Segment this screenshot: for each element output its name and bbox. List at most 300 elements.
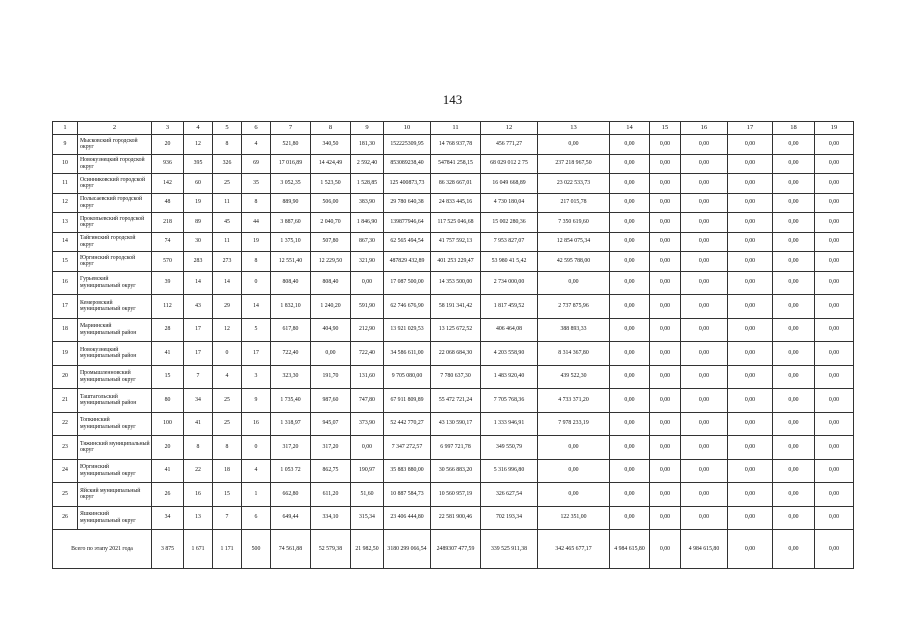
table-row	[53, 436, 854, 460]
row-number-cell: 24	[53, 459, 78, 483]
value-cell: 1 053 72	[271, 459, 311, 483]
value-cell: 62 746 676,90	[384, 295, 431, 319]
value-cell: 0,00	[681, 506, 728, 530]
value-cell: 52 442 770,27	[384, 412, 431, 436]
value-cell: 86 328 667,01	[431, 174, 481, 194]
column-number-cell: 13	[538, 122, 610, 135]
column-number-cell: 19	[815, 122, 854, 135]
value-cell: 17	[242, 342, 271, 366]
value-cell: 11	[213, 232, 242, 252]
value-cell: 0,00	[815, 252, 854, 272]
value-cell: 25	[213, 389, 242, 413]
value-cell: 12	[184, 135, 213, 155]
value-cell: 591,90	[351, 295, 384, 319]
value-cell: 10 887 584,73	[384, 483, 431, 507]
row-number-cell: 15	[53, 252, 78, 272]
value-cell: 14 353 500,00	[431, 271, 481, 295]
value-cell: 237 218 967,50	[538, 154, 610, 174]
value-cell: 0,00	[311, 342, 351, 366]
value-cell: 0,00	[610, 193, 650, 213]
value-cell: 26	[152, 483, 184, 507]
value-cell: 0,00	[681, 154, 728, 174]
value-cell: 7	[213, 506, 242, 530]
table-row	[53, 365, 854, 389]
value-cell: 3	[242, 365, 271, 389]
value-cell: 0,00	[681, 436, 728, 460]
total-value-cell: 342 465 677,17	[538, 530, 610, 569]
value-cell: 0,00	[538, 483, 610, 507]
value-cell: 62 565 494,54	[384, 232, 431, 252]
value-cell: 0,00	[650, 412, 681, 436]
value-cell: 22 068 684,30	[431, 342, 481, 366]
value-cell: 8 314 367,80	[538, 342, 610, 366]
value-cell: 0,00	[773, 318, 815, 342]
value-cell: 15	[152, 365, 184, 389]
value-cell: 13 921 029,53	[384, 318, 431, 342]
value-cell: 51,60	[351, 483, 384, 507]
value-cell: 44	[242, 213, 271, 233]
municipality-name-cell: Прокопьевский городской округ	[78, 213, 152, 233]
municipality-name-cell: Яшкинский муниципальный округ	[78, 506, 152, 530]
total-value-cell: 339 525 911,38	[481, 530, 538, 569]
value-cell: 4 203 558,90	[481, 342, 538, 366]
value-cell: 12 854 075,34	[538, 232, 610, 252]
value-cell: 0,00	[538, 135, 610, 155]
total-value-cell: 0,00	[728, 530, 773, 569]
value-cell: 14 768 937,78	[431, 135, 481, 155]
value-cell: 14 424,49	[311, 154, 351, 174]
value-cell: 0,00	[610, 459, 650, 483]
value-cell: 0,00	[773, 412, 815, 436]
column-number-cell: 14	[610, 122, 650, 135]
value-cell: 0,00	[610, 174, 650, 194]
value-cell: 0,00	[773, 174, 815, 194]
value-cell: 1 483 920,40	[481, 365, 538, 389]
value-cell: 0,00	[728, 459, 773, 483]
total-value-cell: 500	[242, 530, 271, 569]
value-cell: 0,00	[773, 436, 815, 460]
value-cell: 80	[152, 389, 184, 413]
value-cell: 0,00	[728, 232, 773, 252]
value-cell: 383,90	[351, 193, 384, 213]
value-cell: 28	[152, 318, 184, 342]
value-cell: 2 040,70	[311, 213, 351, 233]
value-cell: 0,00	[681, 174, 728, 194]
value-cell: 2 592,40	[351, 154, 384, 174]
row-number-cell: 16	[53, 271, 78, 295]
value-cell: 0,00	[681, 232, 728, 252]
value-cell: 0,00	[773, 154, 815, 174]
value-cell: 41	[152, 459, 184, 483]
value-cell: 0,00	[773, 232, 815, 252]
table-row	[53, 295, 854, 319]
value-cell: 0,00	[610, 252, 650, 272]
table-row	[53, 412, 854, 436]
value-cell: 0,00	[773, 252, 815, 272]
value-cell: 7 705 768,36	[481, 389, 538, 413]
value-cell: 22 581 900,46	[431, 506, 481, 530]
value-cell: 0,00	[815, 193, 854, 213]
value-cell: 8	[213, 436, 242, 460]
value-cell: 0,00	[650, 506, 681, 530]
value-cell: 22	[184, 459, 213, 483]
value-cell: 1	[242, 483, 271, 507]
value-cell: 9	[242, 389, 271, 413]
row-number-cell: 13	[53, 213, 78, 233]
value-cell: 0,00	[650, 318, 681, 342]
table-row	[53, 389, 854, 413]
value-cell: 218	[152, 213, 184, 233]
value-cell: 340,50	[311, 135, 351, 155]
value-cell: 1 240,20	[311, 295, 351, 319]
value-cell: 41	[152, 342, 184, 366]
row-number-cell: 20	[53, 365, 78, 389]
value-cell: 326 627,54	[481, 483, 538, 507]
value-cell: 0,00	[650, 436, 681, 460]
value-cell: 30	[184, 232, 213, 252]
value-cell: 1 375,10	[271, 232, 311, 252]
value-cell: 0	[242, 271, 271, 295]
value-cell: 0,00	[650, 154, 681, 174]
value-cell: 349 550,79	[481, 436, 538, 460]
column-number-cell: 1	[53, 122, 78, 135]
value-cell: 19	[184, 193, 213, 213]
row-number-cell: 26	[53, 506, 78, 530]
value-cell: 0,00	[681, 459, 728, 483]
value-cell: 0,00	[815, 135, 854, 155]
table-row	[53, 483, 854, 507]
value-cell: 0,00	[815, 154, 854, 174]
value-cell: 0,00	[681, 135, 728, 155]
value-cell: 0,00	[773, 295, 815, 319]
value-cell: 547841 258,15	[431, 154, 481, 174]
value-cell: 889,90	[271, 193, 311, 213]
value-cell: 0,00	[650, 271, 681, 295]
value-cell: 34	[184, 389, 213, 413]
table-row	[53, 459, 854, 483]
column-number-cell: 2	[78, 122, 152, 135]
table-row	[53, 213, 854, 233]
value-cell: 0,00	[815, 365, 854, 389]
value-cell: 4	[242, 459, 271, 483]
value-cell: 315,34	[351, 506, 384, 530]
value-cell: 0,00	[773, 135, 815, 155]
value-cell: 29 780 640,38	[384, 193, 431, 213]
column-number-row	[53, 122, 854, 135]
value-cell: 18	[213, 459, 242, 483]
total-value-cell: 52 579,38	[311, 530, 351, 569]
value-cell: 0,00	[773, 271, 815, 295]
value-cell: 8	[242, 193, 271, 213]
column-number-cell: 18	[773, 122, 815, 135]
value-cell: 69	[242, 154, 271, 174]
value-cell: 24 833 445,16	[431, 193, 481, 213]
value-cell: 13	[184, 506, 213, 530]
municipality-name-cell: Тяжинский муниципальный округ	[78, 436, 152, 460]
value-cell: 0,00	[728, 174, 773, 194]
value-cell: 25	[213, 174, 242, 194]
row-number-cell: 9	[53, 135, 78, 155]
value-cell: 2 734 000,00	[481, 271, 538, 295]
value-cell: 0,00	[773, 483, 815, 507]
value-cell: 43	[184, 295, 213, 319]
value-cell: 0,00	[610, 271, 650, 295]
value-cell: 0,00	[650, 135, 681, 155]
value-cell: 30 566 883,20	[431, 459, 481, 483]
table-row	[53, 271, 854, 295]
row-number-cell: 12	[53, 193, 78, 213]
column-number-cell: 7	[271, 122, 311, 135]
value-cell: 1 523,50	[311, 174, 351, 194]
value-cell: 0,00	[728, 389, 773, 413]
row-number-cell: 21	[53, 389, 78, 413]
value-cell: 25	[213, 412, 242, 436]
value-cell: 0,00	[610, 295, 650, 319]
value-cell: 0,00	[610, 154, 650, 174]
value-cell: 41 757 592,13	[431, 232, 481, 252]
value-cell: 4 733 371,20	[538, 389, 610, 413]
value-cell: 1 832,10	[271, 295, 311, 319]
municipality-name-cell: Мариинский муниципальный район	[78, 318, 152, 342]
value-cell: 0,00	[650, 174, 681, 194]
value-cell: 17 087 500,00	[384, 271, 431, 295]
value-cell: 0,00	[815, 213, 854, 233]
column-number-cell: 10	[384, 122, 431, 135]
value-cell: 17	[184, 318, 213, 342]
row-number-cell: 17	[53, 295, 78, 319]
value-cell: 45	[213, 213, 242, 233]
value-cell: 152225309,95	[384, 135, 431, 155]
value-cell: 0,00	[610, 365, 650, 389]
municipality-name-cell: Полысаевский городской округ	[78, 193, 152, 213]
value-cell: 2 737 875,96	[538, 295, 610, 319]
value-cell: 0,00	[610, 318, 650, 342]
value-cell: 6	[242, 506, 271, 530]
value-cell: 142	[152, 174, 184, 194]
value-cell: 0,00	[650, 213, 681, 233]
value-cell: 48	[152, 193, 184, 213]
value-cell: 0,00	[773, 506, 815, 530]
value-cell: 406 464,08	[481, 318, 538, 342]
row-number-cell: 10	[53, 154, 78, 174]
value-cell: 0,00	[728, 135, 773, 155]
value-cell: 17 016,89	[271, 154, 311, 174]
value-cell: 0,00	[815, 295, 854, 319]
value-cell: 388 893,33	[538, 318, 610, 342]
total-value-cell: 0,00	[815, 530, 854, 569]
value-cell: 0,00	[815, 232, 854, 252]
total-value-cell: 0,00	[650, 530, 681, 569]
value-cell: 74	[152, 232, 184, 252]
column-number-cell: 3	[152, 122, 184, 135]
value-cell: 0,00	[681, 483, 728, 507]
value-cell: 34 586 611,00	[384, 342, 431, 366]
municipality-name-cell: Кемеровский муниципальный округ	[78, 295, 152, 319]
value-cell: 0,00	[728, 193, 773, 213]
value-cell: 853089238,40	[384, 154, 431, 174]
value-cell: 15 002 280,36	[481, 213, 538, 233]
value-cell: 507,80	[311, 232, 351, 252]
value-cell: 1 333 946,91	[481, 412, 538, 436]
municipality-name-cell: Юргинский городской округ	[78, 252, 152, 272]
value-cell: 0	[242, 436, 271, 460]
municipality-name-cell: Мысковский городской округ	[78, 135, 152, 155]
value-cell: 131,60	[351, 365, 384, 389]
value-cell: 649,44	[271, 506, 311, 530]
value-cell: 401 253 229,47	[431, 252, 481, 272]
value-cell: 14	[242, 295, 271, 319]
value-cell: 23 022 533,73	[538, 174, 610, 194]
value-cell: 611,20	[311, 483, 351, 507]
municipality-name-cell: Яйский муниципальный округ	[78, 483, 152, 507]
value-cell: 16	[184, 483, 213, 507]
municipality-name-cell: Тайгинский городской округ	[78, 232, 152, 252]
value-cell: 14	[184, 271, 213, 295]
value-cell: 0,00	[728, 318, 773, 342]
value-cell: 283	[184, 252, 213, 272]
table-row	[53, 342, 854, 366]
value-cell: 0,00	[681, 412, 728, 436]
value-cell: 0,00	[610, 232, 650, 252]
total-value-cell: 74 561,88	[271, 530, 311, 569]
table-row	[53, 193, 854, 213]
row-number-cell: 23	[53, 436, 78, 460]
value-cell: 7 780 637,30	[431, 365, 481, 389]
value-cell: 43 130 590,17	[431, 412, 481, 436]
value-cell: 12 229,50	[311, 252, 351, 272]
value-cell: 987,60	[311, 389, 351, 413]
value-cell: 0,00	[681, 271, 728, 295]
table-body	[53, 122, 854, 569]
value-cell: 8	[213, 135, 242, 155]
value-cell: 10 560 957,19	[431, 483, 481, 507]
row-number-cell: 18	[53, 318, 78, 342]
value-cell: 6 997 721,78	[431, 436, 481, 460]
value-cell: 0,00	[610, 213, 650, 233]
value-cell: 808,40	[311, 271, 351, 295]
value-cell: 117 525 046,68	[431, 213, 481, 233]
value-cell: 20	[152, 436, 184, 460]
value-cell: 0,00	[681, 252, 728, 272]
value-cell: 34	[152, 506, 184, 530]
value-cell: 5 316 996,80	[481, 459, 538, 483]
total-row	[53, 530, 854, 569]
value-cell: 12	[213, 318, 242, 342]
value-cell: 4	[213, 365, 242, 389]
value-cell: 9 705 080,00	[384, 365, 431, 389]
value-cell: 0,00	[728, 436, 773, 460]
value-cell: 0,00	[815, 506, 854, 530]
table-row	[53, 154, 854, 174]
value-cell: 0,00	[538, 271, 610, 295]
value-cell: 317,20	[271, 436, 311, 460]
value-cell: 0,00	[650, 365, 681, 389]
value-cell: 867,30	[351, 232, 384, 252]
column-number-cell: 4	[184, 122, 213, 135]
value-cell: 0,00	[681, 365, 728, 389]
column-number-cell: 17	[728, 122, 773, 135]
column-number-cell: 8	[311, 122, 351, 135]
value-cell: 0,00	[728, 252, 773, 272]
value-cell: 1 318,97	[271, 412, 311, 436]
value-cell: 0,00	[650, 483, 681, 507]
value-cell: 7	[184, 365, 213, 389]
municipality-name-cell: Таштагольский муниципальный район	[78, 389, 152, 413]
value-cell: 0,00	[815, 459, 854, 483]
value-cell: 0,00	[650, 459, 681, 483]
total-value-cell: 21 982,50	[351, 530, 384, 569]
value-cell: 14	[213, 271, 242, 295]
value-cell: 7 953 827,07	[481, 232, 538, 252]
value-cell: 0,00	[728, 295, 773, 319]
total-value-cell: 4 984 615,80	[681, 530, 728, 569]
column-number-cell: 6	[242, 122, 271, 135]
value-cell: 19	[242, 232, 271, 252]
value-cell: 8	[184, 436, 213, 460]
value-cell: 212,90	[351, 318, 384, 342]
value-cell: 1 846,90	[351, 213, 384, 233]
value-cell: 0,00	[728, 412, 773, 436]
value-cell: 0,00	[681, 213, 728, 233]
value-cell: 4 730 180,04	[481, 193, 538, 213]
value-cell: 0,00	[773, 213, 815, 233]
value-cell: 487829 432,89	[384, 252, 431, 272]
value-cell: 5	[242, 318, 271, 342]
value-cell: 0,00	[351, 436, 384, 460]
value-cell: 0,00	[815, 318, 854, 342]
total-value-cell: 0,00	[773, 530, 815, 569]
value-cell: 0,00	[681, 193, 728, 213]
value-cell: 617,80	[271, 318, 311, 342]
table-row	[53, 506, 854, 530]
value-cell: 702 193,34	[481, 506, 538, 530]
value-cell: 0,00	[650, 342, 681, 366]
table-row	[53, 232, 854, 252]
value-cell: 722,40	[271, 342, 311, 366]
value-cell: 0,00	[815, 342, 854, 366]
value-cell: 326	[213, 154, 242, 174]
value-cell: 0,00	[728, 154, 773, 174]
municipality-name-cell: Топкинский муниципальный округ	[78, 412, 152, 436]
value-cell: 0,00	[650, 295, 681, 319]
value-cell: 0,00	[773, 193, 815, 213]
value-cell: 0,00	[728, 365, 773, 389]
value-cell: 17	[184, 342, 213, 366]
municipality-name-cell: Гурьевский муниципальный округ	[78, 271, 152, 295]
page-number: 143	[442, 92, 463, 107]
value-cell: 53 980 41 5,42	[481, 252, 538, 272]
value-cell: 0,00	[681, 318, 728, 342]
value-cell: 7 350 619,60	[538, 213, 610, 233]
value-cell: 506,00	[311, 193, 351, 213]
row-number-cell: 14	[53, 232, 78, 252]
value-cell: 0,00	[728, 506, 773, 530]
value-cell: 55 472 721,24	[431, 389, 481, 413]
value-cell: 0,00	[773, 459, 815, 483]
total-value-cell: 1 171	[213, 530, 242, 569]
value-cell: 0,00	[728, 271, 773, 295]
value-cell: 7 978 233,19	[538, 412, 610, 436]
value-cell: 68 029 012 2 75	[481, 154, 538, 174]
value-cell: 321,90	[351, 252, 384, 272]
value-cell: 0,00	[815, 483, 854, 507]
value-cell: 936	[152, 154, 184, 174]
value-cell: 15	[213, 483, 242, 507]
value-cell: 862,75	[311, 459, 351, 483]
value-cell: 0,00	[815, 436, 854, 460]
table-row	[53, 135, 854, 155]
value-cell: 0,00	[610, 342, 650, 366]
